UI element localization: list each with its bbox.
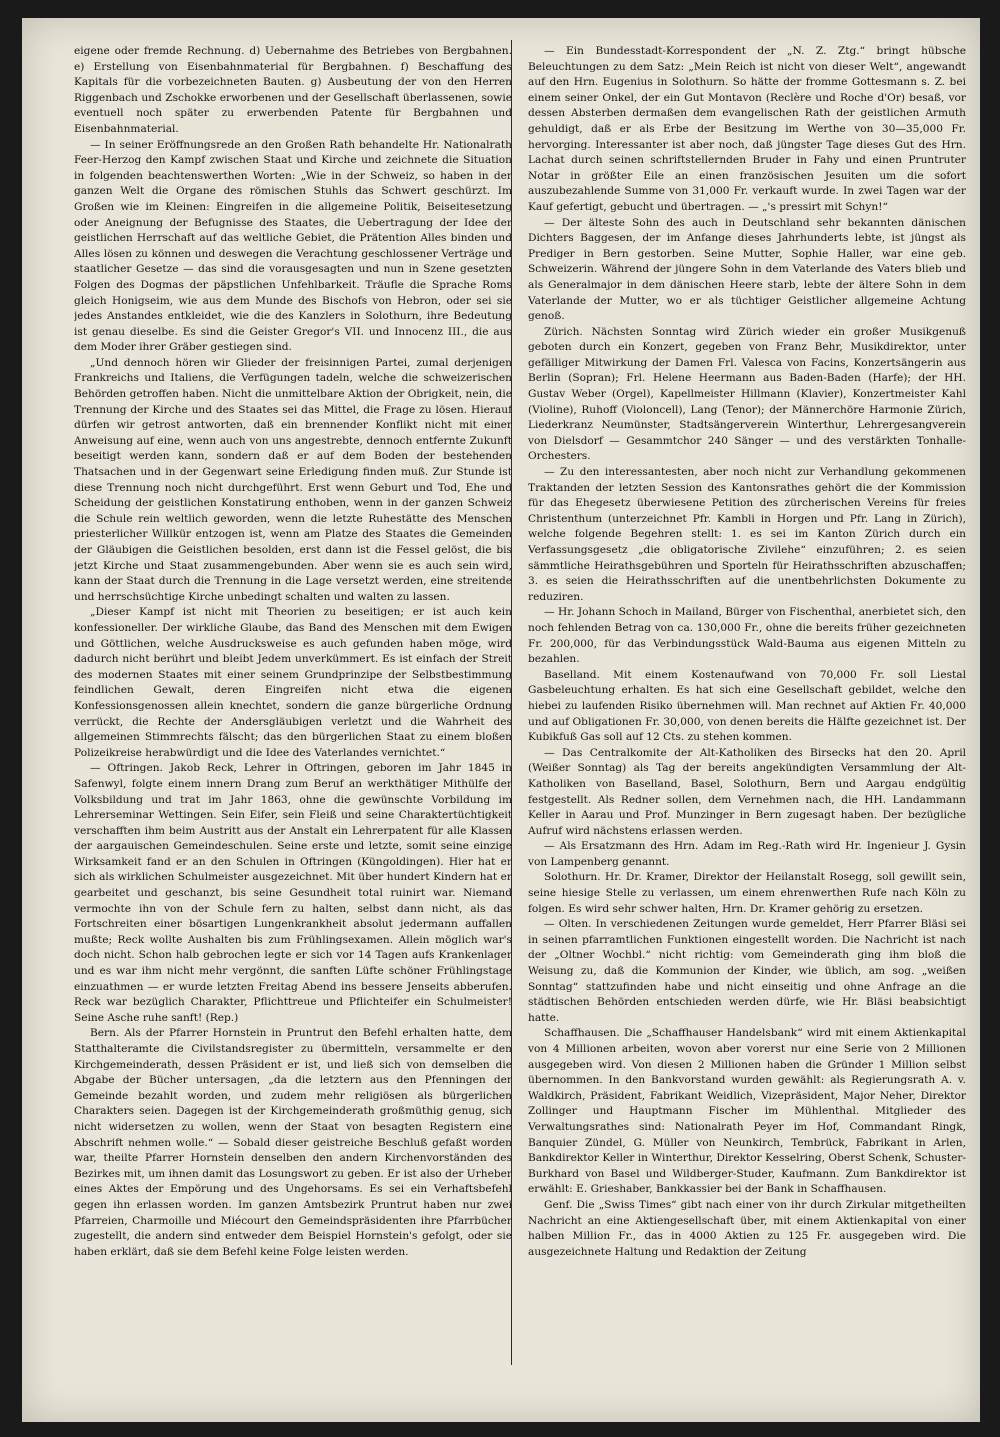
article-eroeffnungsrede-cont-2: „Dieser Kampf ist nicht mit Theorien zu beseitigen; er ist auch kein konfessioneller. Der wirkliche Glaube, das Band des Menschen mit dem Ewigen und Göttlichen, welche Ausdrucksweise es auch gefunden haben möge, wird dadurch nicht berührt und bleibt Jedem unverkümmert. Es ist einfach der Streit des modernen Staates mit einer seinem Grundprinzipe der Selbstbestimmung feindlichen Gewalt, deren Eingreifen nicht etwa die eigenen Konfessionsgenossen allein knechtet, sondern die ganze bürgerliche Ordnung verrückt, die Rechte der Andersgläubigen verletzt und die Wahrheit des allgemeinen Stimmrechts fälscht; das den bürgerlichen Staat zu einem bloßen Polizeikreise herabwürdigt und die Idee des Vaterlandes vernichtet.“ (74, 606, 512, 759)
article-bern: Bern. Als der Pfarrer Hornstein in Pruntrut den Befehl erhalten hatte, dem Statthalteramte die Civilstandsregister zu übermitteln, versammelte er den Kirchgemeinderath, dessen Präsident er ist, und ließ sich von demselben die Abgabe der Bücher untersagen, „da die letztern aus den Pfenningen der Gemeinde bezahlt worden, und zudem mehr religiösen als bürgerlichen Charakters seien. Dagegen ist der Kirchgemeinderath großmüthig genug, sich nicht widersetzen zu wollen, wenn der Staat von besagten Registern eine Abschrift nehmen wolle.“ — Sobald dieser geistreiche Beschluß gefaßt worden war, theilte Pfarrer Hornstein denselben den andern Kirchenvorständen des Bezirkes mit, um ihnen damit das Losungswort zu geben. Er ist also der Urheber eines Aktes der Empörung und des Ungehorsams. Es sei ein Verhaftsbefehl gegen ihn erlassen worden. Im ganzen Amtsbezirk Pruntrut haben nur zwei Pfarreien, Charmoille und Miécourt den Gemeindspräsidenten ihre Pfarrbücher zugestellt, die andern sind entweder dem Beispiel Hornstein's gefolgt, oder sie haben erklärt, daß sie dem Befehl keine Folge leisten werden. (74, 1027, 512, 1258)
article-bundesstadt: — Ein Bundesstadt-Korrespondent der „N. Z. Ztg.“ bringt hübsche Beleuchtungen zu dem Satz: „Mein Reich ist nicht von dieser Welt“, angewandt auf den Hrn. Eugenius in Solothurn. So hätte der fromme Gottesmann s. Z. bei einem seiner Onkel, der ein Gut Montavon (Reclère und Roche d'Or) besaß, vor dessen Absterben dermaßen dem evangelischen Rath der geistlichen Armuth gehuldigt, daß er als Erbe der Besitzung im Werthe von 30—35,000 Fr. hervorging. Interessanter ist aber noch, daß jüngster Tage dieses Gut des Hrn. Lachat durch seinen schriftstellernden Bruder in Fahy und einen Pruntruter Notar in größter Eile an einen französischen Jesuiten um die sofort auszubezahlende Summe von 31,000 Fr. verkauft wurde. In zwei Tagen war der Kauf gefertigt, gebucht und übertragen. — „'s pressirt mit Schyn!“ (528, 45, 966, 213)
article-eroeffnungsrede: — In seiner Eröffnungsrede an den Großen Rath behandelte Hr. Nationalrath Feer-Herzog den Kampf zwischen Staat und Kirche und zeichnete die Situation in folgenden beachtenswerthen Worten: „Wie in der Schweiz, so haben in der ganzen Welt die Organe des römischen Stuhls das Schwert geschürzt. Im Großen wie im Kleinen: Eingreifen in die allgemeine Politik, Beiseitesetzung oder Aneignung der Befugnisse des Staates, die Uebertragung der Idee der geistlichen Herrschaft auf das weltliche Gebiet, die Prätention Alles binden und Alles lösen zu können und deswegen die Verachtung geschlossener Verträge und staatlicher Gesetze — das sind die vorausgesagten und nun in Szene gesetzten Folgen des Dogmas der päpstlichen Unfehlbarkeit. Träufle die Sprache Roms gleich Honigseim, wie aus dem Munde des Bischofs von Hebron, oder sei sie jedes Anstandes entkleidet, wie die des Kanzlers in Solothurn, ihre Bedeutung ist genau dieselbe. Es sind die Geister Gregor's VII. und Innocenz III., die aus dem Moder ihrer Gräber gestiegen sind. (74, 138, 512, 354)
article-solothurn: Solothurn. Hr. Dr. Kramer, Direktor der Heilanstalt Rosegg, soll gewillt sein, seine hiesige Stelle zu verlassen, um einem ehrenwerthen Rufe nach Köln zu folgen. Es wird sehr schwer halten, Hrn. Dr. Kramer gehörig zu ersetzen. (528, 871, 966, 915)
left-column (74, 44, 512, 1374)
article-oftringen: — Oftringen. Jakob Reck, Lehrer in Oftringen, geboren im Jahr 1845 in Safenwyl, folgte einem innern Drang zum Beruf an werkthätiger Mithülfe der Volksbildung und trat im Jahr 1863, ohne die gewünschte Vorbildung im Lehrerseminar Wettingen. Sein Eifer, sein Fleiß und seine Charaktertüchtigkeit verschafften ihm beim Austritt aus der Anstalt ein Lehrerpatent für alle Klassen der aargauischen Gemeindeschulen. Seine erste und letzte, somit seine einzige Wirksamkeit fand er an den Schulen in Oftringen (Küngoldingen). Hier hat er sich als wirklichen Schulmeister ausgezeichnet. Mit über hundert Kindern hat er gearbeitet und geschanzt, bis seine Gesundheit total ruinirt war. Niemand vermochte ihn von der Schule fern zu halten, selbst dann nicht, als das Fortschreiten einer bösartigen Lungenkrankheit absolut jedermann auffallen mußte; Reck wollte Aushalten bis zum Frühlingsexamen. Allein möglich war's doch nicht. Schon halb gebrochen legte er sich vor 14 Tagen aufs Krankenlager und es war ihm nicht mehr vergönnt, die sanften Lüfte schöner Frühlingstage einzuathmen — er wurde letzten Freitag Abend ins bessere Jenseits abberufen. Reck war bezüglich Charakter, Pflichttreue und Pflichteifer ein Schulmeister! Seine Asche ruhe sanft! (Rep.) (74, 762, 512, 1024)
article-baselland: Baselland. Mit einem Kostenaufwand von 70,000 Fr. soll Liestal Gasbeleuchtung erhalten. Es hat sich eine Gesellschaft gebildet, welche den hiebei zu laufenden Risiko übernehmen will. Man rechnet auf Aktien Fr. 40,000 und auf Obligationen Fr. 30,000, von denen bereits die Hälfte gezeichnet ist. Der Kubikfuß Gas soll auf 12 Cts. zu stehen kommen. (528, 668, 966, 744)
article-zivilehe-petition: — Zu den interessantesten, aber noch nicht zur Verhandlung gekommenen Traktanden der letzten Session des Kantonsrathes gehört die der Kommission für das Ehegesetz überwiesene Petition des zürcherischen Vereins für freies Christenthum (unterzeichnet Pfr. Kambli in Horgen und Pfr. Lang in Zürich), welche folgende Begehren stellt: 1. es sei im Kanton Zürich durch ein Verfassungsgesetz „die obligatorische Zivilehe“ einzuführen; 2. es seien sämmtliche Heirathsgebühren und Sporteln für Heirathsschriften abzuschaffen; 3. es seien die Heirathsschriften auf die unentbehrlichsten Dokumente zu reduziren. (528, 466, 966, 603)
article-olten: — Olten. In verschiedenen Zeitungen wurde gemeldet, Herr Pfarrer Bläsi sei in seinen pfarramtlichen Funktionen eingestellt worden. Die Nachricht ist nach der „Oltner Wochbl.“ nicht richtig: vom Gemeinderath ging ihm bloß die Weisung zu, daß die Kommunion der Kinder, wie üblich, am sog. „weißen Sonntag“ stattzufinden habe und nicht einseitig und ohne Anfrage an die städtischen Behörden entschieden werden dürfe, wie Hr. Bläsi beabsichtigt hatte. (528, 918, 966, 1024)
article-ersatzmann: — Als Ersatzmann des Hrn. Adam im Reg.-Rath wird Hr. Ingenieur J. Gysin von Lampenberg genannt. (528, 840, 966, 868)
article-bergbahnen-end: eigene oder fremde Rechnung. d) Uebernahme des Betriebes von Bergbahnen. e) Erstellung von Eisenbahnmaterial für Bergbahnen. f) Beschaffung des Kapitals für die vorbezeichneten Bauten. g) Ausbeutung der von den Herren Riggenbach und Zschokke erworbenen und der Gesellschaft überlassenen, sowie eventuell noch später zu erwerbenden Patente für Bergbahnen und Eisenbahnmaterial. (74, 45, 512, 135)
article-schaffhausen: Schaffhausen. Die „Schaffhauser Handelsbank“ wird mit einem Aktienkapital von 4 Millionen arbeiten, wovon aber vorerst nur eine Serie von 2 Millionen ausgegeben wird. Von diesen 2 Millionen haben die Gründer 1 Million selbst übernommen. In den Bankvorstand wurden gewählt: als Regierungsrath A. v. Waldkirch, Präsident, Fabrikant Weidlich, Vizepräsident, Major Neher, Direktor Zollinger und Hauptmann Fischer im Mühlenthal. Mitglieder des Verwaltungsrathes sind: Nationalrath Peyer im Hof, Commandant Ringk, Banquier Zündel, G. Müller von Neunkirch, Tembrück, Fabrikant in Arlen, Bankdirektor Keller in Winterthur, Direktor Kesselring, Oberst Schenk, Schuster-Burkhard von Basel und Wildberger-Studer, Kaufmann. Zum Bankdirektor ist erwählt: E. Grieshaber, Bankkassier bei der Bank in Schaffhausen. (528, 1027, 966, 1196)
article-zuerich-konzert: Zürich. Nächsten Sonntag wird Zürich wieder ein großer Musikgenuß geboten durch ein Konzert, gegeben von Franz Behr, Musikdirektor, unter gefälliger Mitwirkung der Damen Frl. Valesca von Facins, Konzertsängerin aus Berlin (Sopran); Frl. Helene Heermann aus Baden-Baden (Harfe); der HH. Gustav Weber (Orgel), Kapellmeister Hillmann (Klavier), Konzertmeister Kahl (Violine), Ruhoff (Violoncell), Lang (Tenor); der Männerchöre Harmonie Zürich, Liederkranz Neumünster, Stadtsängerverein Winterthur, Lehrergesangverein von Dielsdorf — Gesammtchor 240 Sänger — und des verstärkten Tonhalle-Orchesters. (528, 325, 966, 463)
article-eroeffnungsrede-cont-1: „Und dennoch hören wir Glieder der freisinnigen Partei, zumal derjenigen Frankreichs und Italiens, die Verfügungen tadeln, welche die schweizerischen Behörden getroffen haben. Nicht die unmittelbare Aktion der Obrigkeit, nein, die Trennung der Kirche und des Staates sei das Mittel, die Frage zu lösen. Hierauf dürfen wir getrost antworten, daß ein brennender Konflikt nicht mit einer Anweisung auf eine, wenn auch von uns angestrebte, dennoch entfernte Zukunft beseitigt werden kann, sondern daß er auf dem Boden der bestehenden Thatsachen und in der Gegenwart seine Erledigung finden muß. Zur Stunde ist diese Trennung noch nicht durchgeführt. Erst wenn Geburt und Tod, Ehe und Scheidung der geistlichen Konstatirung enthoben, wenn in der ganzen Schweiz die Schule rein weltlich geworden, wenn die letzte Ruhestätte des Menschen priesterlicher Willkür entzogen ist, wenn am Platze des Staates die Gemeinden der Gläubigen die Geistlichen besolden, erst dann ist die Fessel gelöst, die bis jetzt Kirche und Staat zusammengebunden. Aber wenn sie es auch sein wird, kann der Staat durch die Trennung in die Lage versetzt werden, eine streitende und herrschsüchtige Kirche unbedingt schalten und walten zu lassen. (74, 356, 512, 603)
right-column (528, 44, 966, 1374)
article-baggesen: — Der älteste Sohn des auch in Deutschland sehr bekannten dänischen Dichters Baggesen, der im Anfange dieses Jahrhunderts lebte, ist jüngst als Prediger in Bern gestorben. Seine Mutter, Sophie Haller, war eine geb. Schweizerin. Während der jüngere Sohn in dem Vaterlande des Vaters blieb und als Generalmajor in dem dänischen Heere starb, lebte der ältere Sohn in dem Vaterlande der Mutter, wo er als tüchtiger Geistlicher allgemeine Achtung genoß. (528, 216, 966, 323)
article-schoch: — Hr. Johann Schoch in Mailand, Bürger von Fischenthal, anerbietet sich, den noch fehlenden Betrag von ca. 130,000 Fr., ohne die bereits früher gezeichneten Fr. 200,000, für das Verbindungsstück Wald-Bauma aus eigenen Mitteln zu bezahlen. (528, 606, 966, 666)
article-genf: Genf. Die „Swiss Times“ gibt nach einer von ihr durch Zirkular mitgetheilten Nachricht an eine Aktiengesellschaft über, mit einem Aktienkapital von einer halben Million Fr., das in 4000 Aktien zu 125 Fr. ausgegeben wird. Die ausgezeichnete Haltung und Redaktion der Zeitung (528, 1198, 966, 1258)
article-alt-katholiken: — Das Centralkomite der Alt-Katholiken des Birsecks hat den 20. April (Weißer Sonntag) als Tag der bereits angekündigten Versammlung der Alt-Katholiken von Baselland, Basel, Solothurn, Bern und Aargau endgültig festgestellt. Als Redner sollen, dem Vernehmen nach, die HH. Landammann Keller in Aarau und Prof. Munzinger in Bern zugesagt haben. Der bezügliche Aufruf wird nächstens erlassen werden. (528, 746, 966, 837)
